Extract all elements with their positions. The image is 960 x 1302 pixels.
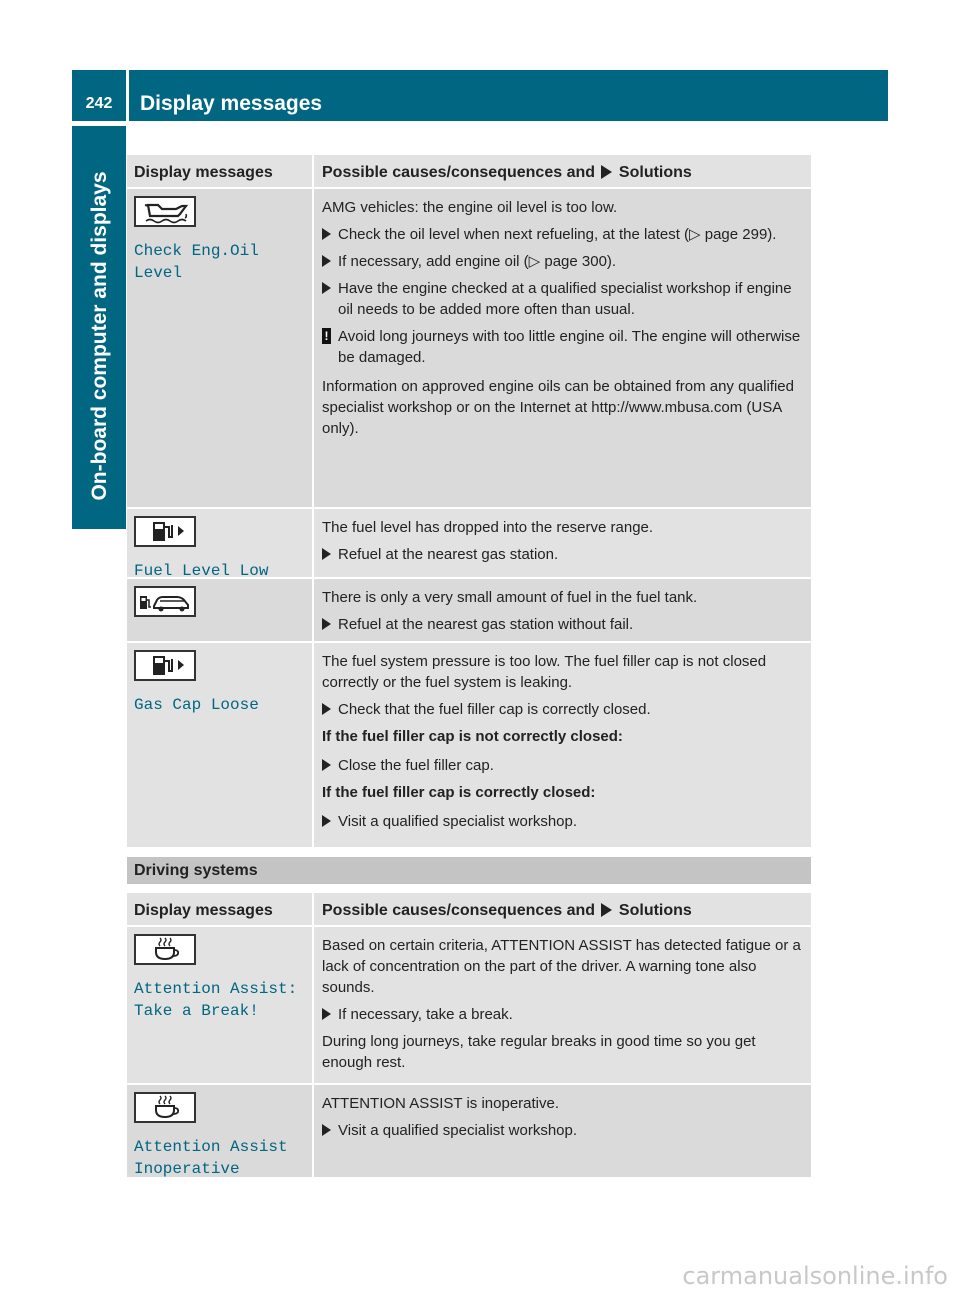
table-row xyxy=(127,1085,811,1179)
solution-item: Have the engine checked at a qualified specialist workshop if engine oil needs to be added more often than usual. xyxy=(322,278,805,320)
column-header-messages: Display messages xyxy=(127,155,314,187)
table-row xyxy=(127,643,811,849)
row-intro: The fuel system pressure is too low. The fuel filler cap is not closed correctly or the fuel system is leaking. xyxy=(322,653,767,691)
row-intro: ATTENTION ASSIST is inoperative. xyxy=(322,1095,560,1112)
warning-icon: ! xyxy=(322,328,331,344)
row-intro: Based on certain criteria, ATTENTION ASSIST has detected fatigue or a lack of concentration on the part of the driver. A warning tone also sounds. xyxy=(322,937,801,996)
fuel-pump-icon xyxy=(134,516,196,547)
message-fuel-level-low: Fuel Level Low xyxy=(134,562,269,580)
oil-can-icon xyxy=(134,196,196,227)
table-header-row xyxy=(127,893,811,927)
solution-item: Visit a qualified specialist workshop. xyxy=(322,1120,805,1141)
solution-item: Refuel at the nearest gas station without fail. xyxy=(322,614,805,635)
side-tab-label: On-board computer and displays xyxy=(88,171,111,501)
header-divider xyxy=(126,70,129,121)
solution-item: If necessary, add engine oil (▷ page 300). xyxy=(322,251,805,272)
solution-item: If necessary, take a break. xyxy=(322,1004,805,1025)
arrow-right-icon xyxy=(322,811,331,833)
row-intro: The fuel level has dropped into the reserve range. xyxy=(322,519,654,536)
table-row xyxy=(127,189,811,509)
arrow-right-icon xyxy=(322,699,331,721)
message-check-eng-oil-level: Check Eng.Oil Level xyxy=(134,242,259,282)
section-heading: Driving systems xyxy=(127,857,811,884)
message-attention-assist-inoperative-line1: Attention Assist xyxy=(134,1138,288,1156)
arrow-right-icon xyxy=(322,251,331,273)
table-row xyxy=(127,927,811,1085)
column-header-messages: Display messages xyxy=(127,893,314,925)
message-attention-assist-inoperative-line2: Inoperative xyxy=(134,1160,240,1178)
solution-item: Check that the fuel filler cap is correctly closed. xyxy=(322,699,805,720)
arrow-right-icon xyxy=(322,224,331,246)
arrow-right-icon xyxy=(322,755,331,777)
watermark: carmanualsonline.info xyxy=(682,1262,948,1290)
solution-item: Close the fuel filler cap. xyxy=(322,755,805,776)
solution-item: Visit a qualified specialist workshop. xyxy=(322,811,805,832)
page-number-box xyxy=(72,70,126,121)
info-note: Information on approved engine oils can be obtained from any qualified specialist workshop or on the Internet at http://www.mbusa.com (USA only). xyxy=(322,378,794,437)
solution-item: Check the oil level when next refueling, at the latest (▷ page 299). xyxy=(322,224,805,245)
condition-heading: If the fuel filler cap is correctly closed: xyxy=(322,784,596,801)
coffee-cup-icon xyxy=(134,934,196,965)
arrow-right-icon xyxy=(601,903,612,917)
arrow-right-icon xyxy=(322,614,331,636)
arrow-right-icon xyxy=(322,544,331,566)
column-header-solutions: Possible causes/consequences and Solutions xyxy=(322,902,692,919)
arrow-right-icon xyxy=(322,1004,331,1026)
column-header-solutions: Possible causes/consequences and Solutions xyxy=(322,164,692,181)
table-row xyxy=(127,579,811,643)
table-row xyxy=(127,509,811,579)
solution-item: Refuel at the nearest gas station. xyxy=(322,544,805,565)
condition-heading: If the fuel filler cap is not correctly closed: xyxy=(322,728,623,745)
page-number: 242 xyxy=(85,95,113,112)
table-header-row xyxy=(127,155,811,189)
arrow-right-icon xyxy=(601,165,612,179)
page-title: Display messages xyxy=(140,92,323,115)
info-note: During long journeys, take regular breaks in good time so you get enough rest. xyxy=(322,1033,756,1071)
message-attention-assist-take-break-line2: Take a Break! xyxy=(134,1002,259,1020)
row-intro: There is only a very small amount of fuel in the fuel tank. xyxy=(322,589,698,606)
driving-systems-table xyxy=(127,857,811,1179)
message-gas-cap-loose: Gas Cap Loose xyxy=(134,696,259,714)
fuel-car-icon xyxy=(134,586,196,617)
fuel-pump-icon xyxy=(134,650,196,681)
arrow-right-icon xyxy=(322,278,331,300)
message-attention-assist-take-break-line1: Attention Assist: xyxy=(134,980,298,998)
warning-note: ! Avoid long journeys with too little engine oil. The engine will otherwise be damaged. xyxy=(322,326,805,368)
display-messages-table xyxy=(127,155,811,849)
row-intro: AMG vehicles: the engine oil level is too low. xyxy=(322,199,618,216)
coffee-cup-icon xyxy=(134,1092,196,1123)
arrow-right-icon xyxy=(322,1120,331,1142)
